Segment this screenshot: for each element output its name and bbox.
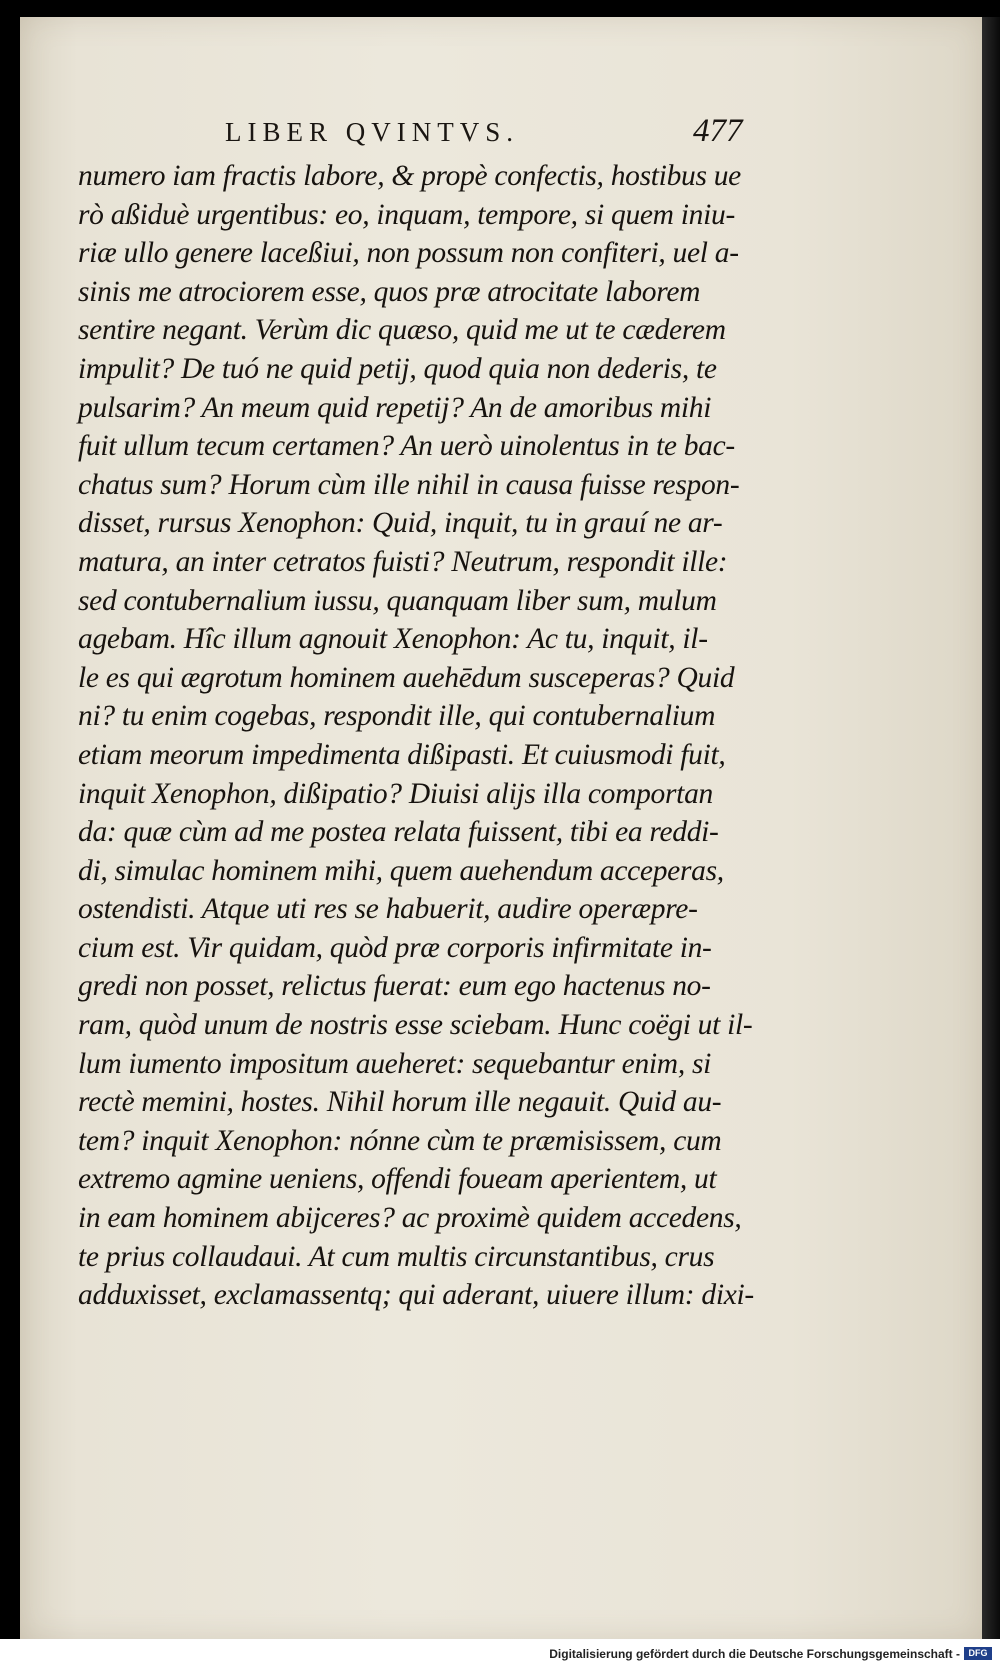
text-line: pulsarim? An meum quid repetij? An de amoribus mihi (78, 391, 712, 424)
footer-bar (0, 1639, 1000, 1669)
body-text (78, 157, 768, 1315)
text-line: rectè memini, hostes. Nihil horum ille negauit. Quid au- (78, 1086, 722, 1119)
dfg-logo-icon: DFG (964, 1647, 992, 1660)
page-header (225, 113, 782, 157)
text-line: sinis me atrociorem esse, quos præ atrocitate laborem (78, 275, 701, 308)
text-line: matura, an inter cetratos fuisti? Neutrum, respondit ille: (78, 545, 728, 578)
page-number: 477 (693, 113, 743, 149)
text-line: adduxisset, exclamassentq; qui aderant, uiuere illum: dixi- (78, 1279, 754, 1312)
text-line: etiam meorum impedimenta dißipasti. Et cuiusmodi fuit, (78, 738, 726, 771)
text-line: extremo agmine ueniens, offendi foueam aperientem, ut (78, 1163, 717, 1196)
text-line: numero iam fractis labore, & propè confectis, hostibus ue (78, 160, 741, 192)
text-line: in eam hominem abijceres? ac proximè quidem accedens, (78, 1202, 742, 1235)
text-line: rò aßiduè urgentibus: eo, inquam, tempore, si quem iniu- (78, 198, 735, 231)
text-line: ostendisti. Atque uti res se habuerit, audire operæpre- (78, 893, 698, 926)
text-line: impulit? De tuó ne quid petij, quod quia non dederis, te (78, 352, 717, 385)
text-line: sentire negant. Verùm dic quæso, quid me ut te cæderem (78, 314, 726, 347)
text-line: ni? tu enim cogebas, respondit ille, qui contubernalium (78, 700, 716, 733)
text-line: riæ ullo genere laceßiui, non possum non confiteri, uel a- (78, 237, 739, 270)
text-line: lum iumento impositum aueheret: sequebantur enim, si (78, 1047, 712, 1080)
book-page (20, 17, 982, 1639)
text-line: fuit ullum tecum certamen? An uerò uinolentus in te bac- (78, 430, 735, 463)
text-line: le es qui ægrotum hominem auehēdum susceperas? Quid (78, 661, 735, 694)
text-line: inquit Xenophon, dißipatio? Diuisi alijs illa comportan (78, 777, 713, 810)
text-line: sed contubernalium iussu, quanquam liber sum, mulum (78, 584, 717, 617)
text-line: da: quæ cùm ad me postea relata fuissent, tibi ea reddi- (78, 816, 719, 849)
top-border (0, 0, 1000, 17)
text-line: agebam. Hîc illum agnouit Xenophon: Ac tu, inquit, il- (78, 623, 708, 656)
page-edge (982, 17, 1000, 1639)
text-line: tem? inquit Xenophon: nónne cùm te præmisissem, cum (78, 1124, 722, 1157)
text-line: ram, quòd unum de nostris esse sciebam. Hunc coëgi ut il- (78, 1009, 753, 1042)
text-line: disset, rursus Xenophon: Quid, inquit, tu in grauí ne ar- (78, 507, 723, 540)
text-line: te prius collaudaui. At cum multis circunstantibus, crus (78, 1240, 715, 1273)
text-line: di, simulac hominem mihi, quem auehendum acceperas, (78, 854, 724, 887)
running-head: LIBER QVINTVS. (225, 117, 519, 147)
funding-credit: Digitalisierung gefördert durch die Deutsche Forschungsgemeinschaft - (549, 1647, 960, 1661)
text-line: chatus sum? Horum cùm ille nihil in causa fuisse respon- (78, 468, 740, 501)
text-line: gredi non posset, relictus fuerat: eum ego hactenus no- (78, 970, 711, 1003)
text-line: cium est. Vir quidam, quòd præ corporis infirmitate in- (78, 931, 712, 964)
